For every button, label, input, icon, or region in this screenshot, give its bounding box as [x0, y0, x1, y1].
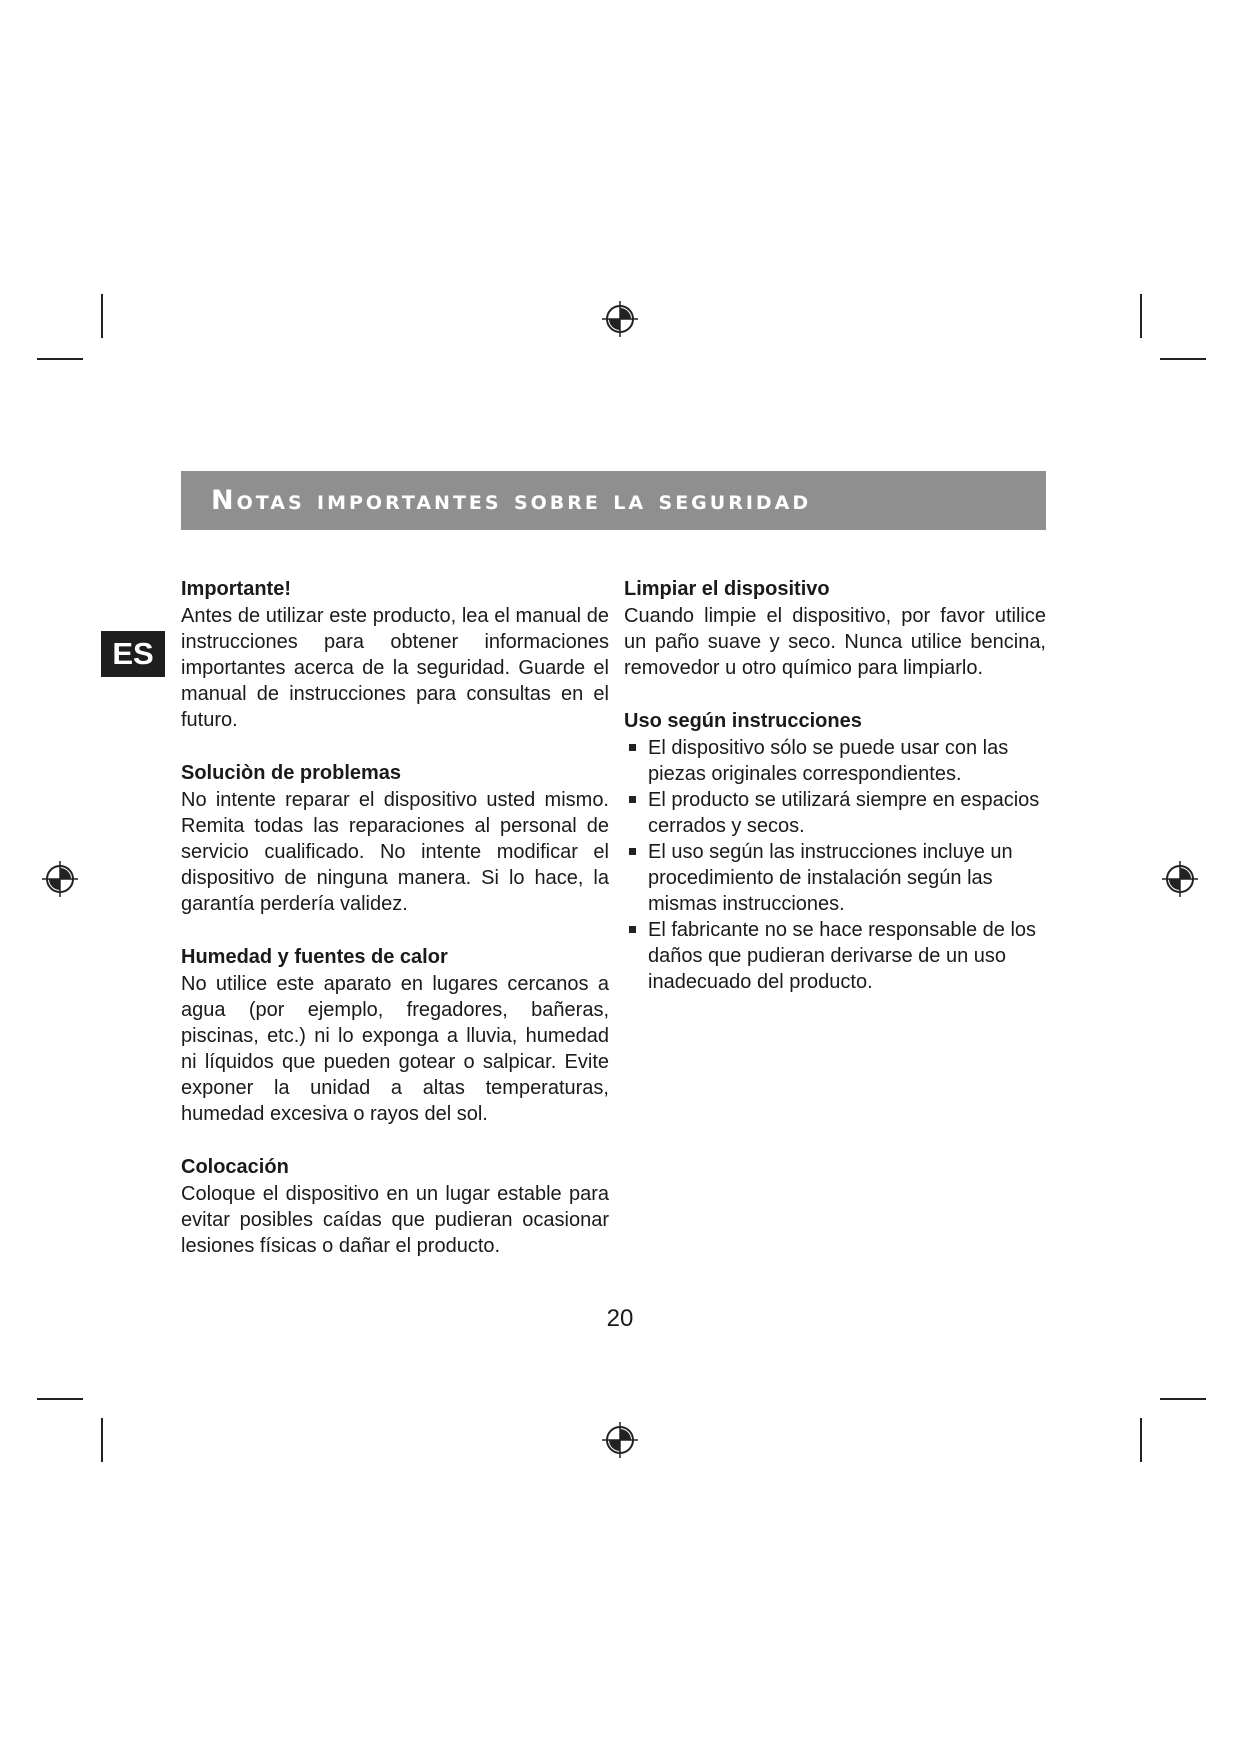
list-item: El uso según las instrucciones incluye un procedimiento de instalación según las mismas instrucciones.: [624, 839, 1046, 917]
registration-mark-bottom-icon: [601, 1421, 639, 1459]
page-number: 20: [606, 1305, 634, 1332]
section-heading: Colocación: [181, 1156, 289, 1178]
section-heading: Uso según instrucciones: [624, 710, 862, 732]
section-heading: Humedad y fuentes de calor: [181, 946, 448, 968]
trim-mark-bottom-right-h: [1160, 1398, 1206, 1400]
bullet-list: [624, 735, 1046, 995]
trim-mark-bottom-right-v: [1140, 1418, 1142, 1462]
page-title: Notas importantes sobre la seguridad: [211, 485, 812, 516]
section-solucion-problemas: [181, 759, 609, 917]
section-importante: [181, 575, 609, 733]
section-humedad-calor: [181, 943, 609, 1127]
trim-mark-bottom-left-h: [37, 1398, 83, 1400]
registration-mark-top-icon: [601, 300, 639, 338]
section-heading: Importante!: [181, 578, 291, 600]
list-item: El dispositivo sólo se puede usar con las piezas originales correspondientes.: [624, 735, 1046, 787]
section-body: No intente reparar el dispositivo usted mismo. Remita todas las reparaciones al personal de servicio cualificado. No intente modificar el dispositivo de ninguna manera. Si lo hace, la garantía perdería validez.: [181, 789, 609, 915]
trim-mark-top-right-v: [1140, 294, 1142, 338]
section-uso-instrucciones: [624, 707, 1046, 995]
trim-mark-top-left-h: [37, 358, 83, 360]
section-heading: Limpiar el dispositivo: [624, 578, 830, 600]
trim-mark-top-left-v: [101, 294, 103, 338]
section-body: Coloque el dispositivo en un lugar estable para evitar posibles caídas que pudieran ocasionar lesiones físicas o dañar el producto.: [181, 1183, 609, 1257]
registration-mark-left-icon: [41, 860, 79, 898]
trim-mark-bottom-left-v: [101, 1418, 103, 1462]
registration-mark-right-icon: [1161, 860, 1199, 898]
list-item: El producto se utilizará siempre en espacios cerrados y secos.: [624, 787, 1046, 839]
right-column: [624, 575, 1046, 1021]
trim-mark-top-right-h: [1160, 358, 1206, 360]
section-colocacion: [181, 1153, 609, 1259]
page-title-bar: [181, 471, 1046, 530]
list-item: El fabricante no se hace responsable de los daños que pudieran derivarse de un uso inadecuado del producto.: [624, 917, 1046, 995]
section-heading: Soluciòn de problemas: [181, 762, 402, 784]
section-body: Cuando limpie el dispositivo, por favor utilice un paño suave y seco. Nunca utilice bencina, removedor u otro químico para limpiarlo.: [624, 605, 1046, 679]
section-body: No utilice este aparato en lugares cercanos a agua (por ejemplo, fregadores, bañeras, piscinas, etc.) ni lo exponga a lluvia, humedad ni líquidos que pueden gotear o salpicar. Evite exponer la unidad a altas temperaturas, humedad excesiva o rayos del sol.: [181, 973, 609, 1125]
section-limpiar: [624, 575, 1046, 681]
left-column: [181, 575, 609, 1285]
language-tab: ES: [101, 631, 165, 677]
section-body: Antes de utilizar este producto, lea el manual de instrucciones para obtener informaciones importantes acerca de la seguridad. Guarde el manual de instrucciones para consultas en el futuro.: [181, 605, 609, 731]
